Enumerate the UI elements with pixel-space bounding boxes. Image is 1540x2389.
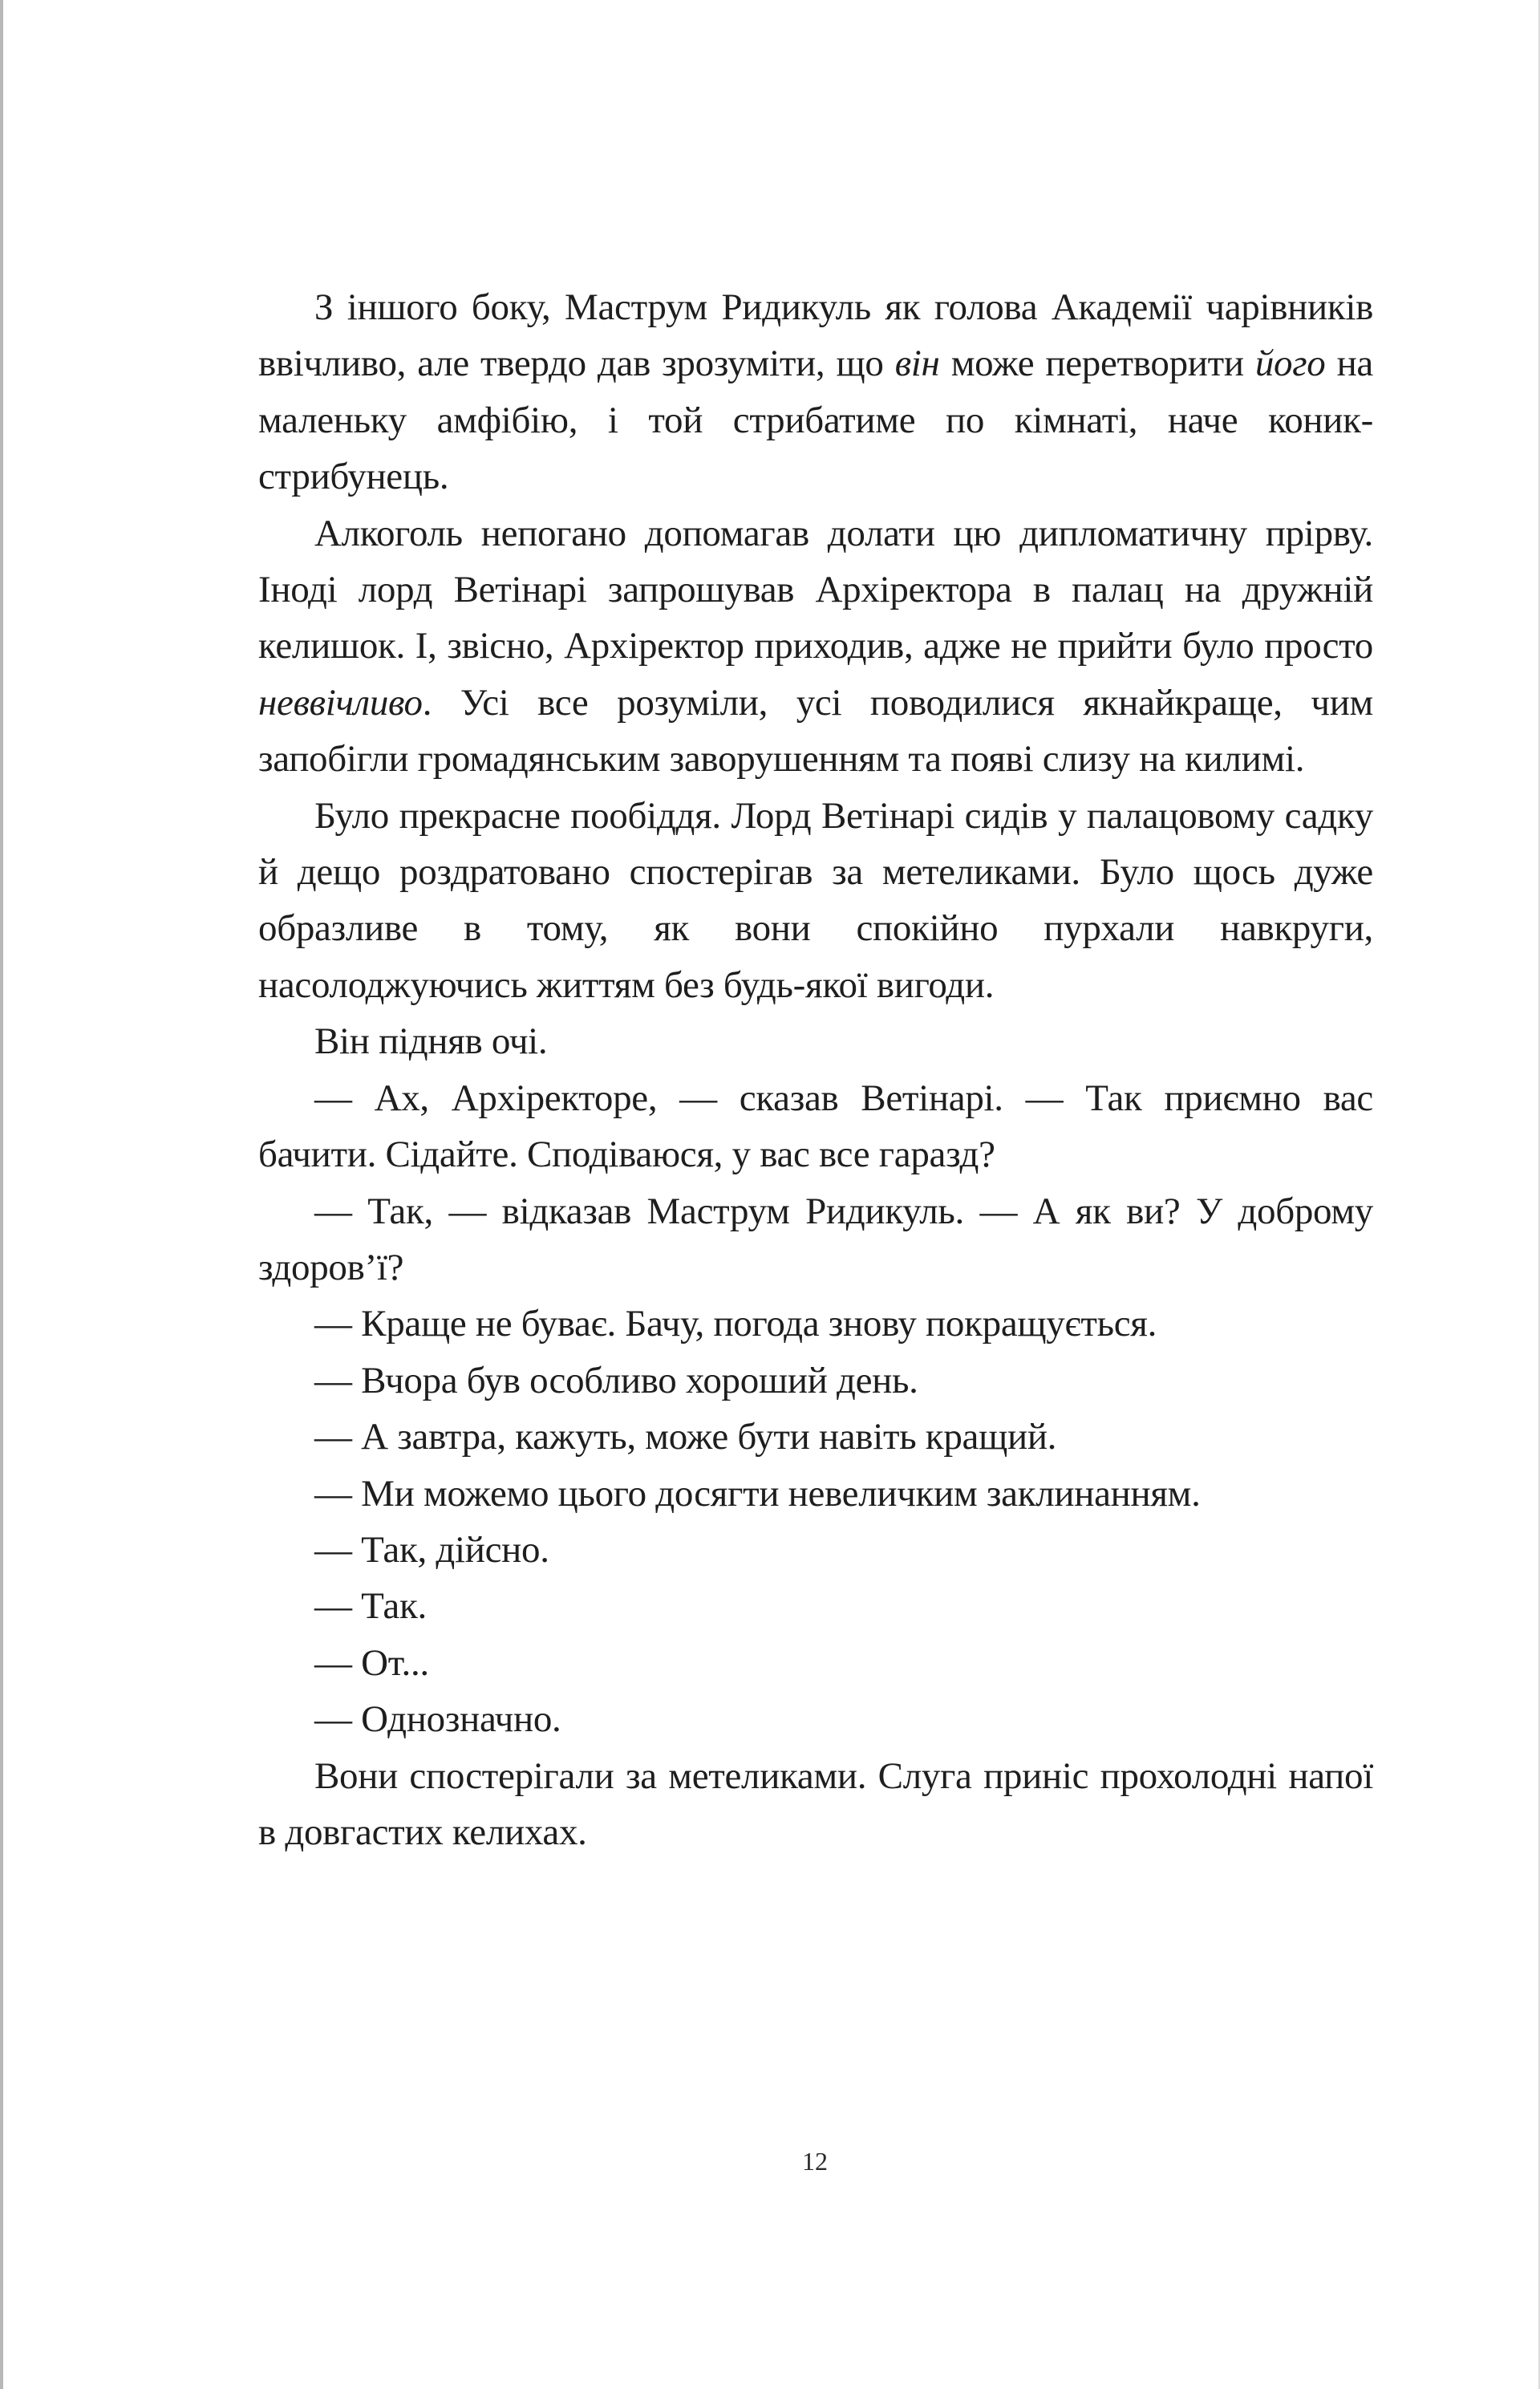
text-run: — Ах, Архіректоре, — сказав Ветінарі. — Так приємно вас бачити. Сідайте. Сподіваюся, у вас все гаразд? xyxy=(258,1077,1373,1176)
text-run: Алкоголь непогано допомагав долати цю дипломатичну прірву. Іноді лорд Ветінарі запрошував Архіректора в палац на дружній келишок. І, звісно, Архіректор приходив, адже не прийти було просто xyxy=(258,512,1373,667)
paragraph xyxy=(258,1466,1373,1522)
paragraph xyxy=(258,1183,1373,1296)
text-run: З іншого боку, Маструм Ридикуль як голова Академії чарівників ввічливо, але твердо дав зрозуміти, що xyxy=(258,286,1373,385)
body-text xyxy=(258,279,1373,1860)
text-run: — Однозначно. xyxy=(314,1698,561,1741)
paragraph xyxy=(258,1635,1373,1691)
text-run: Було прекрасне пообіддя. Лорд Ветінарі сидів у палацовому садку й дещо роздратовано спостерігав за метеликами. Було щось дуже образливе в тому, як вони спокійно пурхали навкруги, насолоджуючись життям без будь-якої вигоди. xyxy=(258,794,1373,1006)
text-run: може перетворити xyxy=(939,343,1255,385)
text-run: — Так, дійсно. xyxy=(314,1528,549,1571)
paragraph xyxy=(258,1409,1373,1465)
text-run: — Так. xyxy=(314,1585,427,1628)
text-run: Вони спостерігали за метеликами. Слуга приніс прохолодні напої в довгастих келихах. xyxy=(258,1754,1373,1853)
paragraph xyxy=(258,788,1373,1014)
text-run: — Вчора був особливо хороший день. xyxy=(314,1359,918,1401)
italic-text: неввічливо xyxy=(258,681,423,724)
text-run: — Ми можемо цього досягти невеличким заклинанням. xyxy=(314,1472,1201,1515)
paragraph xyxy=(258,279,1373,505)
text-run: . Усі все розуміли, усі поводилися якнайкраще, чим запобігли громадянським заворушенням та появі слизу на килимі. xyxy=(258,681,1373,781)
paragraph xyxy=(258,1070,1373,1183)
paragraph xyxy=(258,1353,1373,1409)
text-run: — А завтра, кажуть, може бути навіть кращий. xyxy=(314,1416,1057,1458)
paragraph xyxy=(258,1296,1373,1352)
page-number: 12 xyxy=(802,2147,828,2176)
paragraph xyxy=(258,1522,1373,1578)
text-run: — Так, — відказав Маструм Ридикуль. — А як ви? У доброму здоров’ї? xyxy=(258,1190,1373,1288)
text-run: на маленьку амфібію, і той стрибатиме по кімнаті, наче коник-стрибунець. xyxy=(258,343,1373,498)
paragraph xyxy=(258,505,1373,788)
italic-text: він xyxy=(894,343,940,385)
paragraph xyxy=(258,1013,1373,1069)
text-run: — От... xyxy=(314,1641,429,1684)
italic-text: його xyxy=(1254,343,1326,385)
text-run: — Краще не буває. Бачу, погода знову покращується. xyxy=(314,1303,1157,1345)
text-run: Він підняв очі. xyxy=(314,1020,548,1063)
paragraph xyxy=(258,1748,1373,1861)
paragraph xyxy=(258,1691,1373,1747)
paragraph xyxy=(258,1578,1373,1634)
